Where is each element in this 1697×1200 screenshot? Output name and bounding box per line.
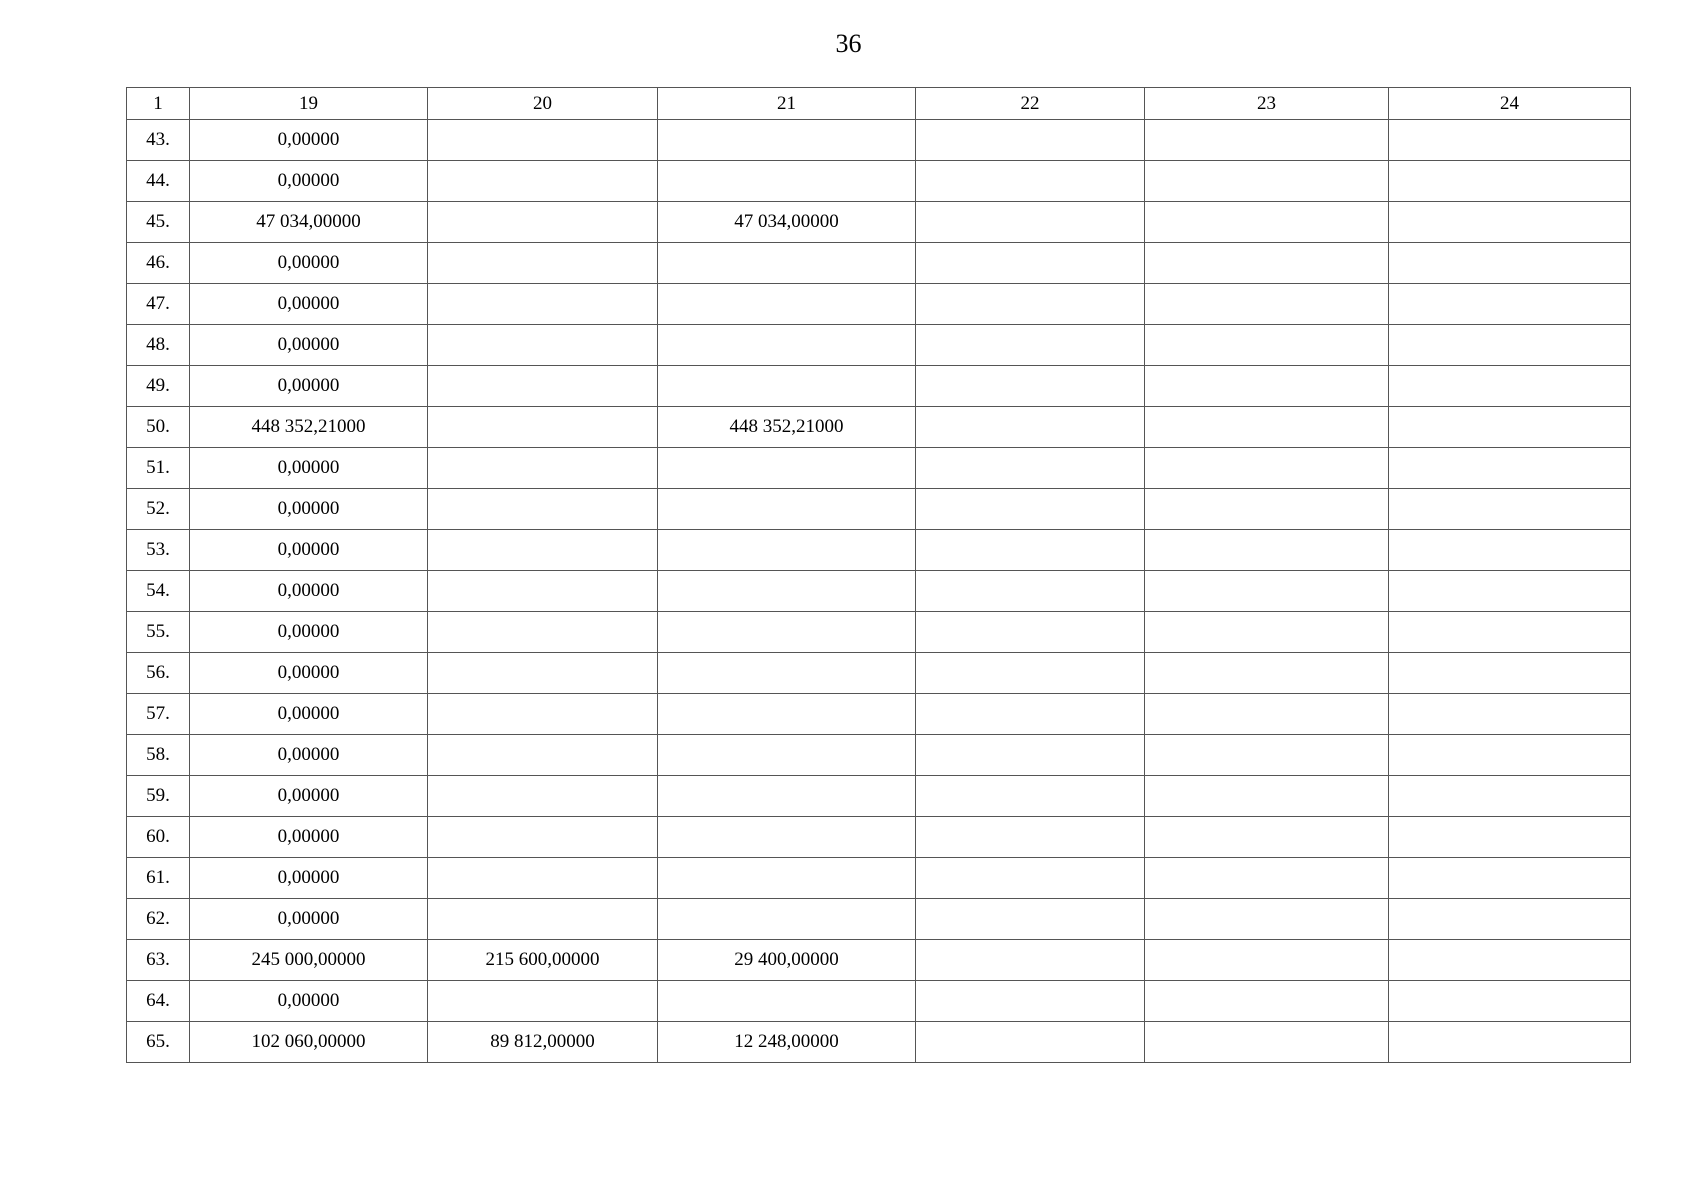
table-cell (658, 612, 916, 653)
table-cell (916, 489, 1145, 530)
table-cell (1389, 981, 1631, 1022)
table-cell (658, 120, 916, 161)
table-cell (1145, 776, 1389, 817)
table-cell (658, 653, 916, 694)
table-cell (916, 202, 1145, 243)
table-cell (1389, 325, 1631, 366)
table-cell (916, 571, 1145, 612)
table-row (127, 243, 1631, 284)
table-row (127, 120, 1631, 161)
table-cell: 47 034,00000 (190, 202, 428, 243)
row-number-cell: 59. (127, 776, 190, 817)
table-cell (1389, 858, 1631, 899)
table-cell (428, 448, 658, 489)
row-number-cell: 47. (127, 284, 190, 325)
table-row (127, 1022, 1631, 1063)
table-cell: 0,00000 (190, 530, 428, 571)
table-cell (1145, 858, 1389, 899)
table-cell (658, 981, 916, 1022)
table-cell (1145, 243, 1389, 284)
row-number-cell: 65. (127, 1022, 190, 1063)
row-number-cell: 48. (127, 325, 190, 366)
table-cell (1145, 571, 1389, 612)
table-cell (1389, 243, 1631, 284)
row-number-cell: 55. (127, 612, 190, 653)
table-cell (916, 1022, 1145, 1063)
table-row (127, 407, 1631, 448)
table-cell (916, 858, 1145, 899)
table-cell (1389, 653, 1631, 694)
table-cell (428, 202, 658, 243)
table-row (127, 858, 1631, 899)
table-cell (1145, 366, 1389, 407)
row-number-cell: 62. (127, 899, 190, 940)
table-cell (916, 530, 1145, 571)
table-cell (428, 284, 658, 325)
table-cell (1145, 120, 1389, 161)
table-cell: 0,00000 (190, 243, 428, 284)
table-cell (428, 407, 658, 448)
table-cell (916, 653, 1145, 694)
column-header: 23 (1145, 88, 1389, 120)
table-row (127, 284, 1631, 325)
table-cell (1389, 817, 1631, 858)
table-cell (428, 612, 658, 653)
table-cell: 448 352,21000 (190, 407, 428, 448)
table-cell (1389, 776, 1631, 817)
table-cell (1145, 981, 1389, 1022)
table-cell (916, 735, 1145, 776)
table-cell: 0,00000 (190, 981, 428, 1022)
table-cell (1389, 530, 1631, 571)
table-cell: 0,00000 (190, 161, 428, 202)
table-cell (658, 776, 916, 817)
table-cell (1145, 899, 1389, 940)
table-body (127, 120, 1631, 1063)
table-cell (916, 284, 1145, 325)
table-header-row (127, 88, 1631, 120)
table-cell (658, 899, 916, 940)
table-header (127, 88, 1631, 120)
table-cell (428, 899, 658, 940)
row-number-cell: 58. (127, 735, 190, 776)
table-cell: 12 248,00000 (658, 1022, 916, 1063)
column-header: 24 (1389, 88, 1631, 120)
table-cell (1389, 612, 1631, 653)
table-cell (916, 120, 1145, 161)
table-cell: 0,00000 (190, 489, 428, 530)
table-cell (1389, 1022, 1631, 1063)
table-cell (916, 981, 1145, 1022)
table-cell (658, 489, 916, 530)
table-cell (658, 448, 916, 489)
table-row (127, 776, 1631, 817)
table-cell (428, 243, 658, 284)
table-cell (1389, 407, 1631, 448)
table-cell (658, 243, 916, 284)
table-row (127, 571, 1631, 612)
table-cell: 0,00000 (190, 284, 428, 325)
table-cell (428, 817, 658, 858)
table-cell (1145, 202, 1389, 243)
table-cell (428, 776, 658, 817)
table-row (127, 899, 1631, 940)
table-cell (1145, 940, 1389, 981)
table-cell: 0,00000 (190, 735, 428, 776)
table-cell (428, 161, 658, 202)
column-header: 19 (190, 88, 428, 120)
table-cell: 0,00000 (190, 776, 428, 817)
table-row (127, 489, 1631, 530)
table-cell (1145, 325, 1389, 366)
row-number-cell: 53. (127, 530, 190, 571)
table-cell (1145, 284, 1389, 325)
table-cell (658, 530, 916, 571)
table-cell (1389, 489, 1631, 530)
table-cell (658, 817, 916, 858)
table-cell: 0,00000 (190, 120, 428, 161)
row-number-cell: 43. (127, 120, 190, 161)
table-cell: 0,00000 (190, 571, 428, 612)
table-cell (658, 694, 916, 735)
table-cell (1145, 1022, 1389, 1063)
table-cell (658, 284, 916, 325)
row-number-cell: 63. (127, 940, 190, 981)
table-cell (916, 776, 1145, 817)
table-cell (916, 407, 1145, 448)
table-row (127, 366, 1631, 407)
column-header: 22 (916, 88, 1145, 120)
table-cell (916, 448, 1145, 489)
page-number: 36 (835, 29, 862, 58)
table-cell (428, 653, 658, 694)
table-cell: 0,00000 (190, 694, 428, 735)
table-row (127, 817, 1631, 858)
row-number-cell: 46. (127, 243, 190, 284)
table-cell (1389, 366, 1631, 407)
table-cell (916, 940, 1145, 981)
table-cell (1145, 612, 1389, 653)
table-cell (1145, 489, 1389, 530)
table-cell (1389, 899, 1631, 940)
table-row (127, 161, 1631, 202)
table-cell (1145, 694, 1389, 735)
table-row (127, 612, 1631, 653)
table-cell (428, 530, 658, 571)
table-cell (1145, 653, 1389, 694)
table-row (127, 448, 1631, 489)
table-cell: 448 352,21000 (658, 407, 916, 448)
table-cell (916, 366, 1145, 407)
table-cell (428, 120, 658, 161)
row-number-cell: 44. (127, 161, 190, 202)
table-cell: 0,00000 (190, 899, 428, 940)
table-row (127, 735, 1631, 776)
table-cell (916, 325, 1145, 366)
row-number-cell: 61. (127, 858, 190, 899)
table-cell (916, 243, 1145, 284)
table-cell (1145, 448, 1389, 489)
table-row (127, 530, 1631, 571)
row-number-cell: 52. (127, 489, 190, 530)
table-cell (428, 571, 658, 612)
table-cell (658, 366, 916, 407)
table-cell (916, 694, 1145, 735)
table-row (127, 202, 1631, 243)
table-cell (428, 735, 658, 776)
table-row (127, 325, 1631, 366)
table-cell (1389, 735, 1631, 776)
table-cell (916, 899, 1145, 940)
table-cell (1145, 161, 1389, 202)
table-cell: 0,00000 (190, 817, 428, 858)
table-cell (428, 694, 658, 735)
table-cell: 0,00000 (190, 612, 428, 653)
table-cell (428, 366, 658, 407)
table-cell (1145, 530, 1389, 571)
row-number-cell: 49. (127, 366, 190, 407)
table-cell: 0,00000 (190, 325, 428, 366)
table-cell (916, 817, 1145, 858)
column-header: 1 (127, 88, 190, 120)
table-cell (658, 571, 916, 612)
table-cell: 29 400,00000 (658, 940, 916, 981)
row-number-cell: 50. (127, 407, 190, 448)
data-table (126, 87, 1631, 1063)
table-cell (658, 858, 916, 899)
table-cell (428, 489, 658, 530)
table-cell: 0,00000 (190, 448, 428, 489)
table-row (127, 653, 1631, 694)
table-cell (1389, 571, 1631, 612)
table-cell (428, 981, 658, 1022)
table-cell: 89 812,00000 (428, 1022, 658, 1063)
table-row (127, 940, 1631, 981)
table-cell: 0,00000 (190, 653, 428, 694)
row-number-cell: 54. (127, 571, 190, 612)
table-cell (1389, 448, 1631, 489)
table-cell (1389, 202, 1631, 243)
row-number-cell: 60. (127, 817, 190, 858)
table-cell (916, 612, 1145, 653)
table-cell (1389, 120, 1631, 161)
row-number-cell: 51. (127, 448, 190, 489)
table-cell (1389, 161, 1631, 202)
table-row (127, 694, 1631, 735)
table-cell (658, 325, 916, 366)
column-header: 20 (428, 88, 658, 120)
table-cell (1145, 817, 1389, 858)
table-cell (916, 161, 1145, 202)
table-cell: 0,00000 (190, 858, 428, 899)
table-cell (658, 735, 916, 776)
row-number-cell: 57. (127, 694, 190, 735)
row-number-cell: 56. (127, 653, 190, 694)
table-row (127, 981, 1631, 1022)
table-cell (1145, 735, 1389, 776)
table-cell (1145, 407, 1389, 448)
column-header: 21 (658, 88, 916, 120)
row-number-cell: 64. (127, 981, 190, 1022)
table-cell: 215 600,00000 (428, 940, 658, 981)
table-cell: 102 060,00000 (190, 1022, 428, 1063)
table-cell (1389, 940, 1631, 981)
row-number-cell: 45. (127, 202, 190, 243)
table-cell (658, 161, 916, 202)
table-cell: 245 000,00000 (190, 940, 428, 981)
table-cell (1389, 284, 1631, 325)
table-cell: 0,00000 (190, 366, 428, 407)
table-cell: 47 034,00000 (658, 202, 916, 243)
table-cell (428, 858, 658, 899)
table-cell (428, 325, 658, 366)
table-cell (1389, 694, 1631, 735)
